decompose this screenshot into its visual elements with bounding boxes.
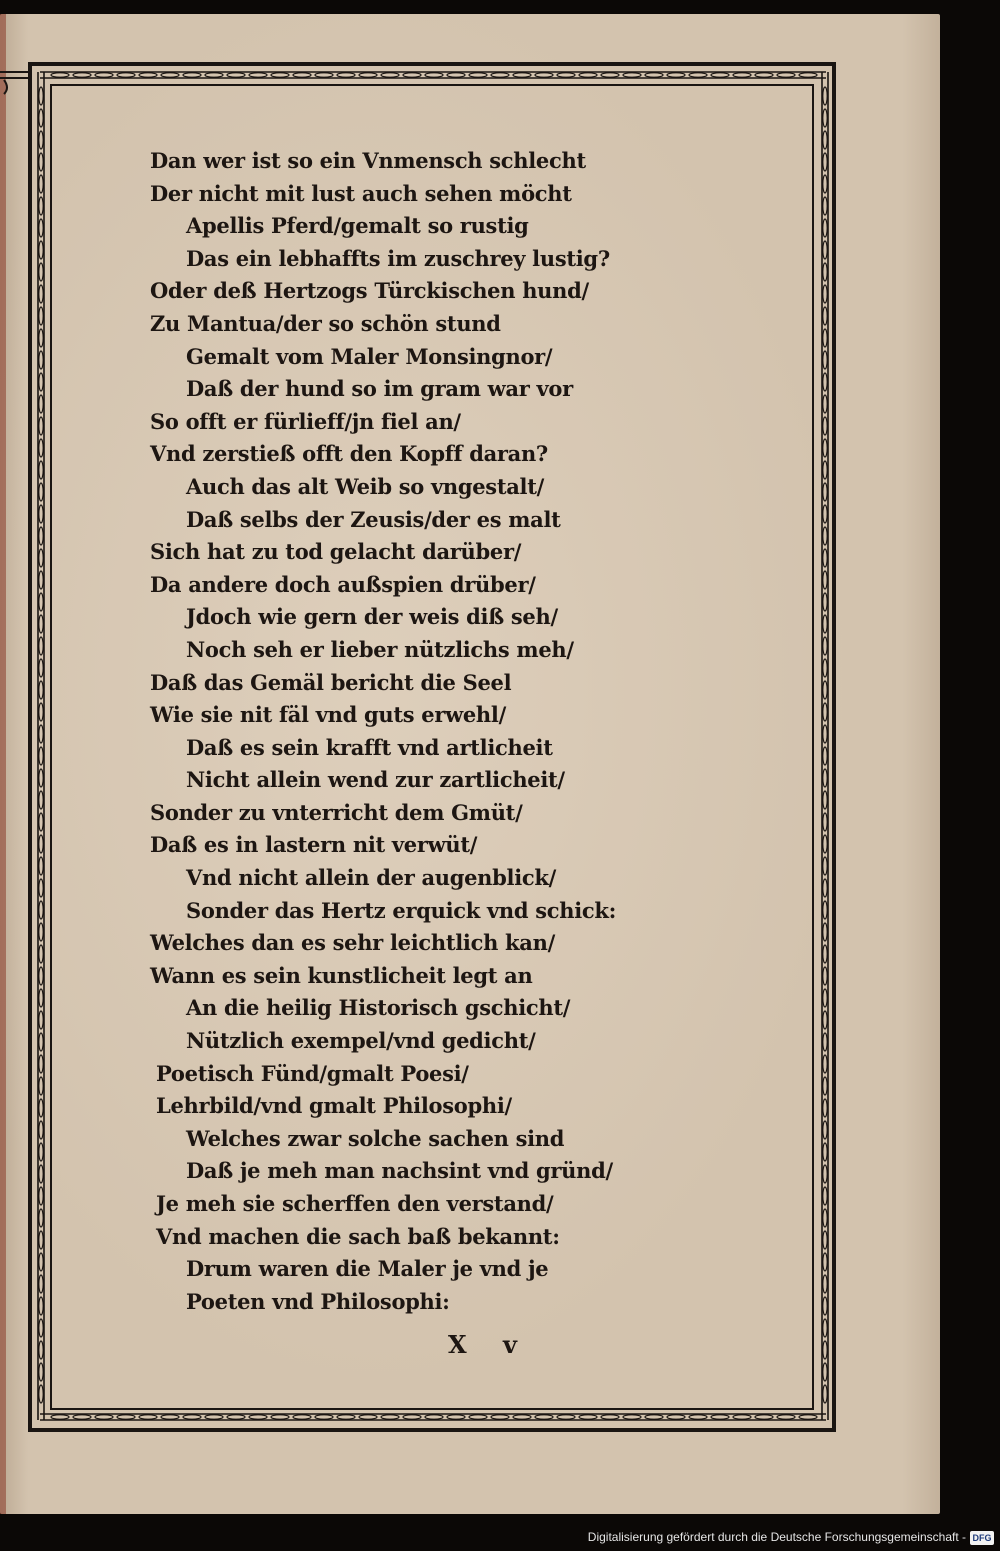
verse-text [150,145,710,1318]
verse-line: Apellis Pferd/gemalt so rustig [186,213,529,239]
verse-line: Wie sie nit fäl vnd guts erwehl/ [150,702,506,728]
verse-line: Daß das Gemäl bericht die Seel [150,669,512,695]
verse-line: Daß es sein krafft vnd artlicheit [186,734,553,760]
verse-line: Daß es in lastern nit verwüt/ [150,832,478,858]
verse-line: Sich hat zu tod gelacht darüber/ [150,539,522,565]
verse-line: An die heilig Historisch gschicht/ [186,995,571,1021]
verse-line: Der nicht mit lust auch sehen möcht [150,180,572,206]
verse-line: Nicht allein wend zur zartlicheit/ [186,767,565,793]
verse-line: Vnd zerstieß offt den Kopff daran? [150,441,548,467]
verse-line: Vnd nicht allein der augenblick/ [186,865,556,891]
verse-line: Sonder das Hertz erquick vnd schick: [186,897,617,923]
verse-line: Drum waren die Maler je vnd je [186,1256,549,1282]
verse-line: Gemalt vom Maler Monsingnor/ [186,343,553,369]
verse-line: Daß selbs der Zeusis/der es malt [186,506,561,532]
verse-line: Noch seh er lieber nützlichs meh/ [186,636,574,662]
verse-line: Poetisch Fünd/gmalt Poesi/ [156,1060,469,1086]
verse-line: Wann es sein kunstlicheit legt an [150,962,533,988]
verse-line: Zu Mantua/der so schön stund [150,310,501,336]
verse-line: Daß der hund so im gram war vor [186,376,573,402]
verse-line: Sonder zu vnterricht dem Gmüt/ [150,799,523,825]
funding-credit: Digitalisierung gefördert durch die Deutsche Forschungsgemeinschaft - [587,1530,966,1544]
verse-line: Oder deß Hertzogs Türckischen hund/ [150,278,589,304]
verse-line: Daß je meh man nachsint vnd gründ/ [186,1158,613,1184]
verse-line: Welches dan es sehr leichtlich kan/ [150,930,555,956]
verse-line: Poeten vnd Philosophi: [186,1288,450,1314]
verse-line: Da andere doch außspien drüber/ [150,571,536,597]
verse-line: Vnd machen die sach baß bekannt: [156,1223,560,1249]
verse-line: Welches zwar solche sachen sind [186,1125,565,1151]
verse-line: Lehrbild/vnd gmalt Philosophi/ [156,1093,512,1119]
dfg-logo: DFG [970,1531,994,1545]
verse-line: Nützlich exempel/vnd gedicht/ [186,1028,536,1054]
verse-line: Das ein lebhaffts im zuschrey lustig? [186,245,610,271]
signature-mark: X v [448,1330,531,1359]
verse-line: Je meh sie scherffen den verstand/ [156,1191,554,1216]
verse-line: Jdoch wie gern der weis diß seh/ [186,604,558,630]
verse-line: Auch das alt Weib so vngestalt/ [186,473,544,499]
verse-line: So offt er fürlieff/jn fiel an/ [150,408,461,434]
verse-line: Dan wer ist so ein Vnmensch schlecht [150,148,586,173]
